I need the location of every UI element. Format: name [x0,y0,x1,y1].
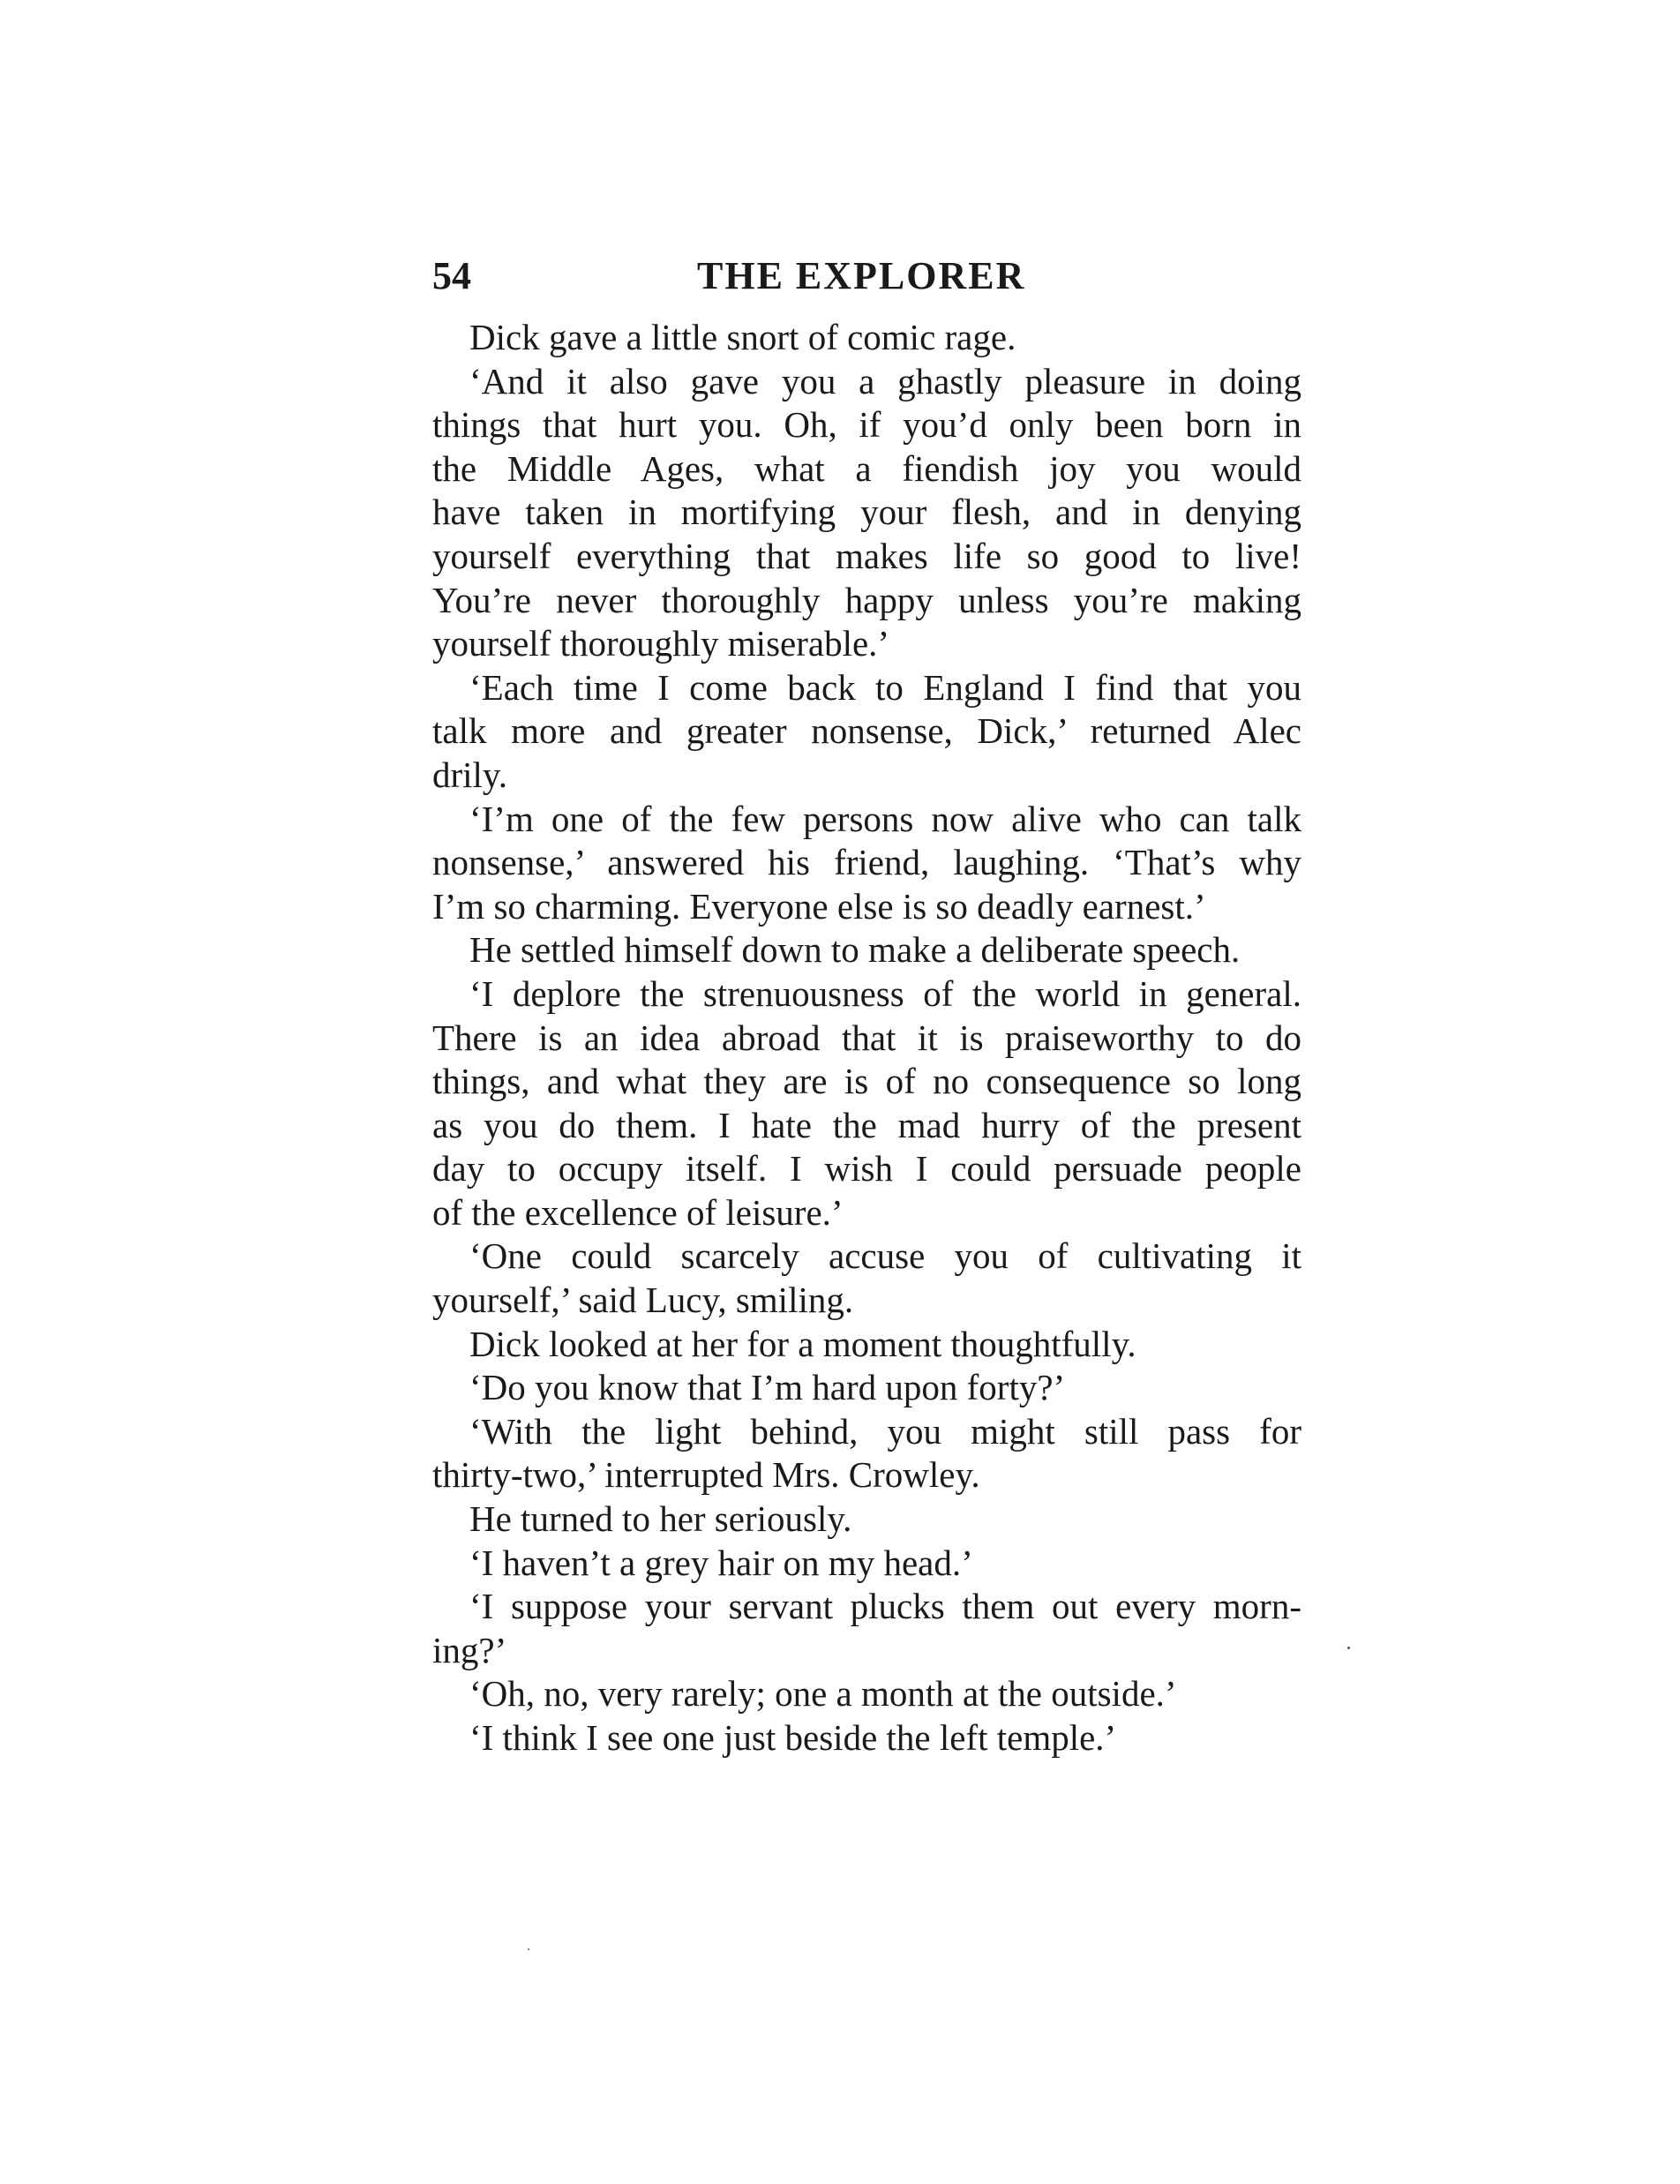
text-line: ing?’ [432,1629,507,1670]
text-line: Dick gave a little snort of comic rage. [469,317,1016,357]
text-line: day to occupy itself. I wish I could persuade people [432,1148,1301,1190]
text-line: of the excellence of leisure.’ [432,1191,844,1233]
text-line: You’re never thoroughly happy unless you’re making [432,579,1301,620]
text-line: ‘Oh, no, very rarely; one a month at the outside.’ [469,1673,1177,1715]
text-line: talk more and greater nonsense, Dick,’ returned Alec [432,710,1301,752]
text-line: have taken in mortifying your flesh, and in denying [432,492,1301,533]
text-line: ‘One could scarcely accuse you of cultivating it [469,1235,1301,1277]
text-line: nonsense,’ answered his friend, laughing. ‘That’s why [432,842,1301,883]
text-line: He settled himself down to make a deliberate speech. [469,929,1241,971]
text-line: thirty-two,’ interrupted Mrs. Crowley. [432,1454,980,1496]
text-line: yourself,’ said Lucy, smiling. [432,1280,854,1321]
text-line: ‘I’m one of the few persons now alive who can talk [469,798,1301,839]
page-header [432,250,1301,303]
text-line: ‘I suppose your servant plucks them out every morn- [469,1586,1301,1627]
text-line: as you do them. I hate the mad hurry of the present [432,1104,1301,1145]
text-line: ‘I deplore the strenuousness of the world in general. [469,972,1301,1014]
text-line: I’m so charming. Everyone else is so deadly earnest.’ [432,885,1206,927]
text-line: ‘Do you know that I’m hard upon forty?’ [469,1367,1066,1408]
text-line: drily. [432,754,508,795]
scan-speck [528,1948,529,1950]
text-line: ‘And it also gave you a ghastly pleasure in doing [469,360,1301,402]
body-text [432,316,1301,1760]
text-line: He turned to her seriously. [469,1498,852,1540]
text-line: There is an idea abroad that it is praiseworthy to do [432,1017,1301,1058]
text-line: the Middle Ages, what a fiendish joy you would [432,447,1301,489]
text-line: ‘Each time I come back to England I find that you [469,666,1301,708]
text-line: yourself thoroughly miserable.’ [432,623,890,664]
text-line: ‘I think I see one just beside the left temple.’ [469,1717,1117,1758]
text-line: Dick looked at her for a moment thoughtfully. [469,1323,1136,1364]
text-line: things, and what they are is of no consequence so long [432,1061,1301,1102]
text-line: things that hurt you. Oh, if you’d only been born in [432,404,1301,446]
text-line: ‘I haven’t a grey hair on my head.’ [469,1542,973,1583]
running-title: THE EXPLORER [697,254,1026,297]
page-number: 54 [432,254,471,297]
text-line: ‘With the light behind, you might still pass for [469,1410,1301,1452]
text-line: yourself everything that makes life so good to live! [432,535,1301,576]
scan-speck [1347,1647,1350,1649]
